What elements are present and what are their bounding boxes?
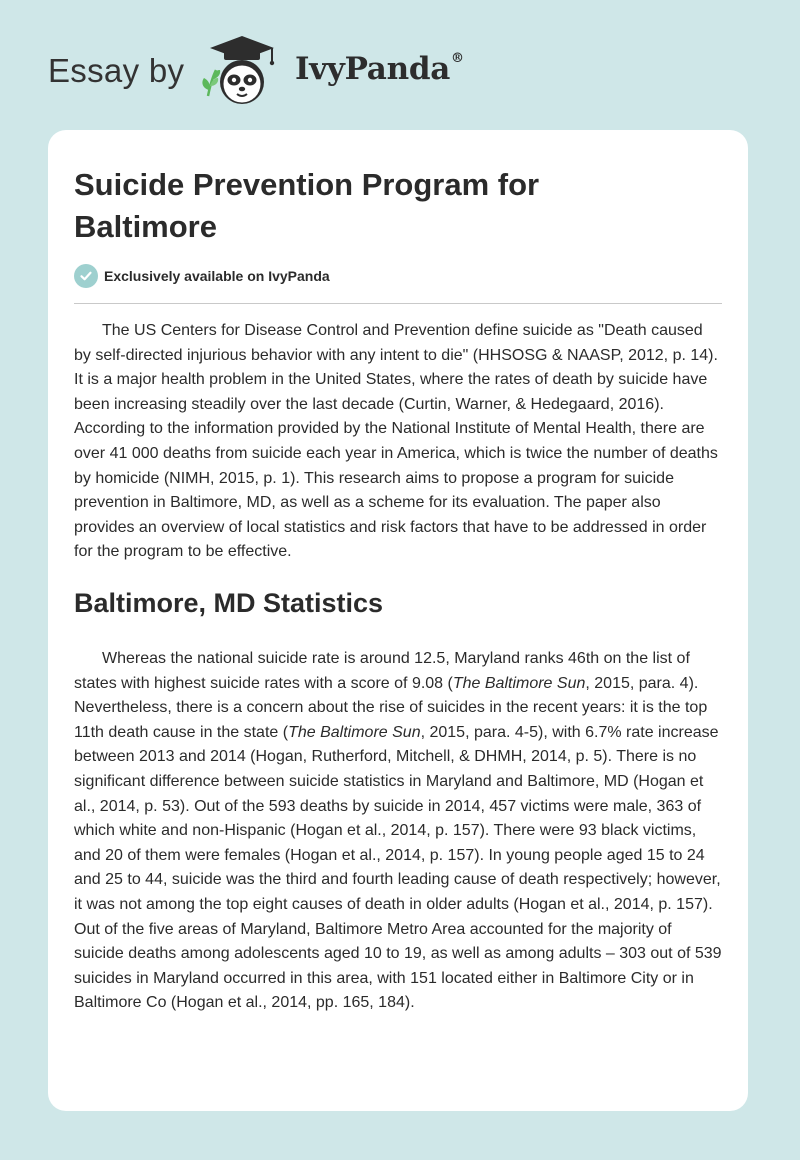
italic-source: The Baltimore Sun: [452, 674, 586, 692]
section-heading: Baltimore, MD Statistics: [74, 588, 384, 618]
site-header: [48, 30, 548, 110]
brand-logo-text[interactable]: IvyPanda®: [295, 50, 464, 87]
check-icon: [74, 264, 98, 288]
panda-logo-icon[interactable]: [200, 34, 280, 110]
registered-mark: ®: [451, 50, 464, 66]
italic-source: The Baltimore Sun: [288, 723, 421, 741]
article-title: Suicide Prevention Program for Baltimore: [74, 167, 540, 244]
text-segment: Whereas the national suicide rate is around 12.5, Maryland ranks 46th on the list of states with highest suicide rates with a score of 9.08 (: [74, 650, 690, 692]
text-segment: , 2015, para. 4-5), with 6.7% rate increase between 2013 and 2014 (Hogan, Rutherford, Mitchell, & DHMH, 2014, p. 5). There is no significant difference between suicide statistics in Maryland and Baltimore, MD (Hogan et al., 2014, p. 53). Out of the 593 deaths by suicide in 2014, 457 victims were male, 363 of which white and non-Hispanic (Hogan et al., 2014, p. 157). There were 93 black victims, and 20 of them were females (Hogan et al., 2014, p. 157). In young people aged 15 to 24 and 25 to 44, suicide was the third and fourth leading cause of death respectively; however, it was not among the top eight causes of death in older adults (Hogan et al., 2014, p. 157). Out of the five areas of Maryland, Baltimore Metro Area accounted for the majority of suicide deaths among adolescents aged 10 to 19, as well as among adults – 303 out of 539 suicides in Maryland occurred in this area, with 151 located either in Baltimore City or in Baltimore Co (Hogan et al., 2014, pp. 165, 184).: [74, 723, 722, 1012]
exclusive-label: Exclusively available on IvyPanda: [104, 268, 330, 284]
article-card: [48, 130, 748, 1111]
intro-paragraph: [74, 319, 722, 565]
exclusive-badge: [74, 263, 330, 289]
statistics-paragraph: [74, 647, 722, 1016]
divider: [74, 303, 722, 304]
text-segment: The US Centers for Disease Control and Prevention define suicide as "Death caused by self-directed injurious behavior with any intent to die" (HHSOSG & NAASP, 2012, p. 14). It is a major health problem in the United States, where the rates of death by suicide have been increasing steadily over the last decade (Curtin, Warner, & Hedegaard, 2016). According to the information provided by the National Institute of Mental Health, there are over 41 000 deaths from suicide each year in America, which is twice the number of deaths by homicide (NIMH, 2015, p. 1). This research aims to propose a program for suicide prevention in Baltimore, MD, as well as a scheme for its evaluation. The paper also provides an overview of local statistics and risk factors that have to be addressed in order for the program to be effective.: [74, 322, 718, 561]
text-segment: , 2015, para. 4). Nevertheless, there is a concern about the rise of suicides in the recent years: it is the top 11th death cause in the state (: [74, 674, 708, 741]
essay-by-label: Essay by: [48, 52, 185, 89]
